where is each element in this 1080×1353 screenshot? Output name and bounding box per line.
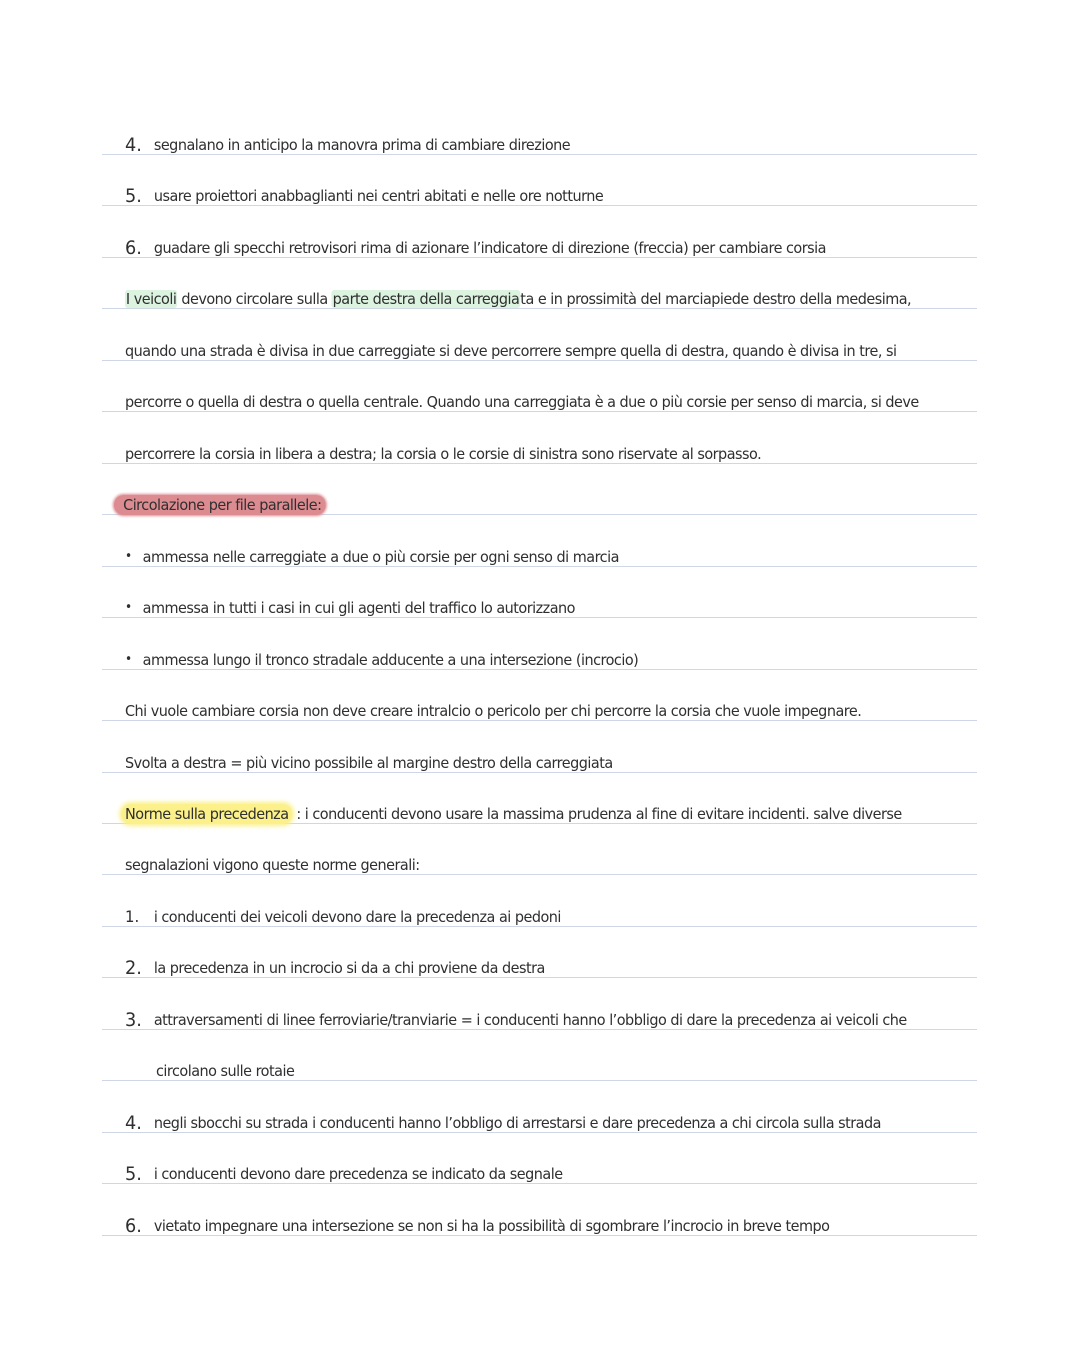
- paragraph-text: devono circolare sulla: [177, 290, 332, 308]
- list-number: 5.: [125, 185, 142, 207]
- list-item-text: usare proiettori anabbaglianti nei centri abitati e nelle ore notturne: [153, 187, 604, 205]
- list-item-text: guadare gli specchi retrovisori rima di azionare l’indicatore di direzione (freccia) per cambiare corsia: [153, 239, 826, 257]
- list-item: [125, 1008, 916, 1032]
- list-item: [125, 956, 916, 980]
- list-item: [125, 184, 916, 208]
- paragraph-text: : i conducenti devono usare la massima prudenza al fine di evitare incidenti. salve diverse: [292, 805, 902, 823]
- bullet-item: [125, 545, 916, 569]
- paragraph-line: Chi vuole cambiare corsia non deve creare intralcio o pericolo per chi percorre la corsia che vuole impegnare.: [125, 702, 862, 720]
- list-item-text: negli sbocchi su strada i conducenti hanno l’obbligo di arrestarsi e dare precedenza a chi circola sulla strada: [153, 1114, 881, 1132]
- bullet-text: ammessa nelle carreggiate a due o più corsie per ogni senso di marcia: [142, 548, 619, 566]
- highlight-yellow: Norme sulla precedenza: [121, 804, 292, 824]
- paragraph-text: ta e in prossimità del marciapiede destro della medesima,: [520, 290, 912, 308]
- list-number: 1.: [125, 907, 140, 926]
- list-item-text: segnalano in anticipo la manovra prima di cambiare direzione: [153, 136, 571, 154]
- paragraph-line: segnalazioni vigono queste norme generali:: [125, 856, 420, 874]
- list-item-text: i conducenti devono dare precedenza se indicato da segnale: [153, 1165, 563, 1183]
- list-number: 6.: [125, 1215, 142, 1237]
- list-number: 6.: [125, 237, 142, 259]
- list-number: 3.: [125, 1009, 142, 1031]
- paragraph-line: percorrere la corsia in libera a destra; la corsia o le corsie di sinistra sono riservate al sorpasso.: [125, 445, 762, 463]
- paragraph-line: [125, 802, 916, 826]
- list-item-text: i conducenti dei veicoli devono dare la precedenza ai pedoni: [153, 908, 561, 926]
- paragraph-line: Svolta a destra = più vicino possibile al margine destro della carreggiata: [125, 754, 613, 772]
- bullet-dot-icon: •: [125, 549, 132, 564]
- highlight-red: Circolazione per file parallele:: [114, 495, 326, 515]
- list-item: [125, 236, 916, 260]
- list-item-continuation: circolano sulle rotaie: [156, 1062, 295, 1080]
- list-number: 5.: [125, 1163, 142, 1185]
- list-item: [125, 1111, 916, 1135]
- paragraph-line: quando una strada è divisa in due carreggiate si deve percorrere sempre quella di destra, quando è divisa in tre, si: [125, 342, 897, 360]
- section-heading: [125, 493, 916, 517]
- list-number: 4.: [125, 1112, 142, 1134]
- paragraph-line: [125, 287, 916, 311]
- highlight-green: parte destra della carreggia: [332, 290, 520, 308]
- paragraph-line: percorre o quella di destra o quella centrale. Quando una carreggiata è a due o più corsie per senso di marcia, si deve: [125, 393, 919, 411]
- highlight-green: I veicoli: [125, 290, 177, 308]
- bullet-dot-icon: •: [125, 600, 132, 615]
- list-item: [125, 1214, 916, 1238]
- list-item: [125, 133, 916, 157]
- list-item: [125, 905, 916, 929]
- bullet-dot-icon: •: [125, 652, 132, 667]
- list-number: 2.: [125, 957, 142, 979]
- bullet-text: ammessa lungo il tronco stradale adducente a una intersezione (incrocio): [142, 651, 639, 669]
- list-item: [125, 1162, 916, 1186]
- list-item-text: vietato impegnare una intersezione se non si ha la possibilità di sgombrare l’incrocio in breve tempo: [153, 1217, 830, 1235]
- list-number: 4.: [125, 134, 142, 156]
- bullet-item: [125, 596, 916, 620]
- bullet-item: [125, 648, 916, 672]
- bullet-text: ammessa in tutti i casi in cui gli agenti del traffico lo autorizzano: [142, 599, 575, 617]
- list-item-text: attraversamenti di linee ferroviarie/tranviarie = i conducenti hanno l’obbligo di dare la precedenza ai veicoli che: [153, 1011, 907, 1029]
- list-item-text: la precedenza in un incrocio si da a chi proviene da destra: [153, 959, 545, 977]
